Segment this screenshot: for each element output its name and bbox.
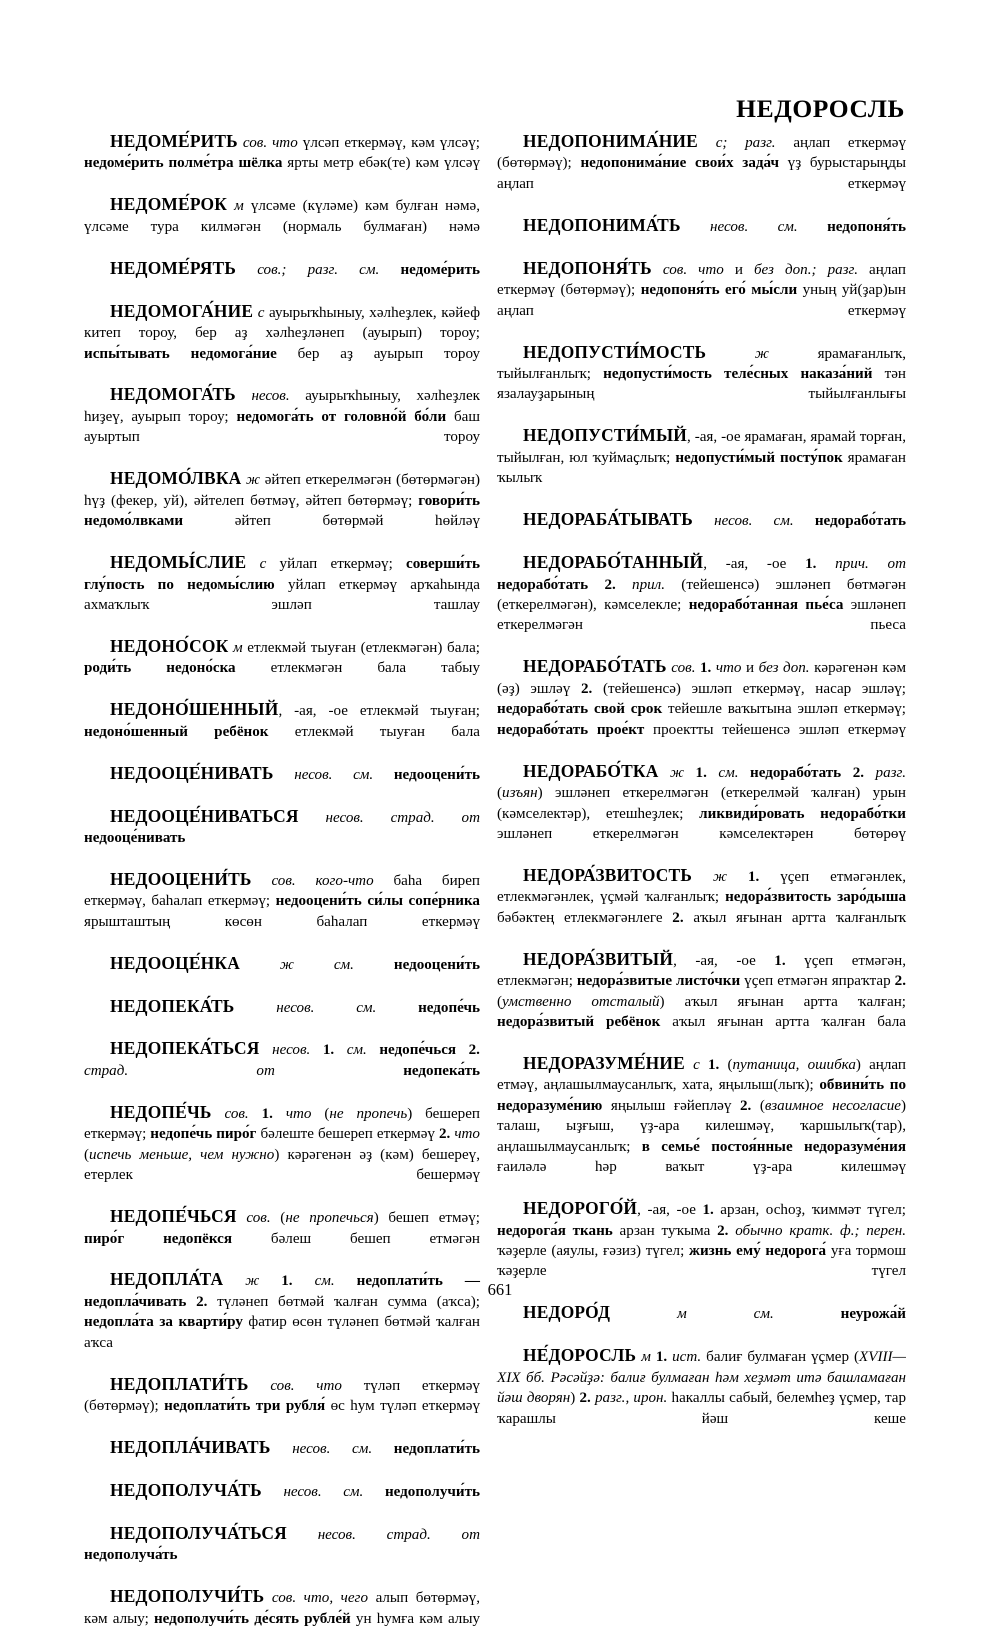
dictionary-entry: НЕДОРА́ЗВИТЫЙ, -ая, -ое 1. үҫеп етмәгән, етлекмәгән; недора́звитые листо́чки үҫеп етмәгән япраҡтар 2. (умственно отсталый) аҡыл яғынан артта ҡалған; недора́звитый ребёнок аҡыл яғынан артта ҡалған бала xyxy=(497,948,906,1031)
dictionary-entry: НЕДОПОЛУЧА́ТЬ несов. см. недополучи́ть xyxy=(110,1480,480,1500)
dictionary-entry: НЕДООЦЕ́НКА ж см. недооцени́ть xyxy=(110,952,480,973)
dictionary-entry: НЕДОМОГА́НИЕ с ауырыҡһыныу, хәлһеҙлек, кәйеф китеп тороу, бер аҙ хәлһеҙләнеп (ауырып) тороу; испы́тывать недомога́ние бер аҙ ауырып тороу xyxy=(84,300,480,362)
left-column xyxy=(84,131,480,1650)
dictionary-entry: НЕДОРО́Д м см. неурожа́й xyxy=(523,1302,906,1323)
dictionary-entry: НЕДОПУСТИ́МЫЙ, -ая, -ое ярамаған, ярамай торған, тыйылған, юл ҡуймаҫлыҡ; недопусти́мый посту́пок ярамаған ҡылыҡ xyxy=(497,425,906,487)
dictionary-entry: НЕДОПЛАТИ́ТЬ сов. что түләп еткермәү (бөтөрмәү); недоплати́ть три рубля́ өс һум түләп еткермәү xyxy=(84,1373,481,1415)
dictionary-entry: НЕДОПЛА́ТА ж 1. см. недоплати́ть — недопла́чивать 2. түләнеп бөтмәй ҡалған сумма (аҡса); недопла́та за кварти́ру фатир өсөн түләнеп бөтмәй ҡалған аҡса xyxy=(84,1269,480,1351)
page-number: 661 xyxy=(487,1280,513,1299)
dictionary-entry: НЕДОМЫ́СЛИЕ с уйлап еткермәү; соверши́ть глу́пость по недомы́слию уйлап еткермәү арҡаһында ахмаҡлыҡ эшләп ташлау xyxy=(84,552,480,613)
dictionary-entry: НЕДОРОГО́Й, -ая, -ое 1. арзан, осһоҙ, ҡиммәт түгел; недорога́я ткань арзан туҡыма 2. обычно кратк. ф.; перен. ҡәҙерле (аяулы, ғәзиз) түгел; жизнь ему́ недорога́ уға тормош ҡәҙерле түгел xyxy=(497,1198,907,1280)
dictionary-entry: НЕДОПОНЯ́ТЬ сов. что и без доп.; разг. аңлап еткермәү (бөтөрмәү); недопоня́ть его́ мы́сли уның уй(ҙар)ын аңлап еткермәү xyxy=(497,257,906,319)
dictionary-entry: НЕДОМЕ́РЯТЬ сов.; разг. см. недоме́рить xyxy=(110,257,480,278)
running-head: НЕДОРОСЛЬ xyxy=(736,94,905,123)
dictionary-entry: НЕДОПЕ́ЧЬСЯ сов. (не пропечься) бешеп етмәү; пиро́г недопёкся бәлеш бешеп етмәгән xyxy=(84,1206,480,1247)
dictionary-entry: НЕДОРАБО́ТАТЬ сов. 1. что и без доп. кәрәгенән кәм (әҙ) эшләү 2. (тейешенсә) эшләп еткермәү, насар эшләү; недорабо́тать свой срок тейешле ваҡытына эшләп еткермәү; недорабо́тать прое́кт проектты тейешенсә эшләп еткермәү xyxy=(497,656,906,738)
dictionary-entry: НЕДОПОНИМА́ТЬ несов. см. недопоня́ть xyxy=(523,214,906,235)
dictionary-entry: НЕДОНО́ШЕННЫЙ, -ая, -ое етлекмәй тыуған; недоно́шенный ребёнок етлекмәй тыуған бала xyxy=(84,699,480,740)
dictionary-entry: НЕДОМОГА́ТЬ несов. ауырыҡһыныу, хәлһеҙлек һиҙеү, ауырып тороу; недомога́ть от головно́й бо́ли баш ауыртып тороу xyxy=(84,384,480,446)
dictionary-entry: НЕДООЦЕ́НИВАТЬСЯ несов. страд. от недооце́нивать xyxy=(84,805,480,846)
dictionary-entry: НЕДОРАБО́ТАННЫЙ, -ая, -ое 1. прич. от недорабо́тать 2. прил. (тейешенсә) эшләнеп бөтмәгән (еткерелмәгән), кәмселекле; недорабо́танная пье́са эшләнеп еткерелмәгән пьеса xyxy=(497,552,906,634)
column-container xyxy=(84,131,906,1650)
dictionary-entry: НЕДОПЕКА́ТЬ несов. см. недопе́чь xyxy=(110,995,480,1016)
dictionary-entry: НЕДОРАЗУМЕ́НИЕ с 1. (путаница, ошибка) аңлап етмәү, аңлашылмаусанлыҡ, хата, яңылыш(лыҡ); обвини́ть по недоразуме́нию яңылыш ғәйепләү 2. (взаимное несогласие) талаш, ыҙғыш, үҙ-ара килешмәү, ҡаршылыҡ(тар), аңлашылмаусанлыҡ; в семье́ постоя́нные недоразуме́ния ғаиләлә һәр ваҡыт үҙ-ара килешмәү xyxy=(497,1052,907,1176)
dictionary-entry: НЕДООЦЕНИ́ТЬ сов. кого-что баһа биреп еткермәү, баһалап еткермәү; недооцени́ть си́лы сопе́рника ярышташтың көсөн баһалап еткермәү xyxy=(84,868,480,930)
dictionary-entry: НЕДОРАБО́ТКА ж 1. см. недорабо́тать 2. разг. (изъян) эшләнеп еткерелмәгән (еткерелмәй ҡалған) урын (кәмселектәр), етешһеҙлек; ликвиди́ровать недорабо́тки эшләнеп еткерелмәгән кәмселектәрен бөтөрөү xyxy=(497,760,906,842)
dictionary-entry: НЕДОПУСТИ́МОСТЬ ж ярамағанлыҡ, тыйылғанлыҡ; недопусти́мость теле́сных наказа́ний тән язалауҙарының тыйылғанлығы xyxy=(497,341,906,403)
dictionary-entry: НЕДОПЕ́ЧЬ сов. 1. что (не пропечь) бешереп еткермәү; недопе́чь пиро́г бәлеште бешереп еткермәү 2. что (испечь меньше, чем нужно) кәрәгенән әҙ (кәм) бешереү, етерлек бешермәү xyxy=(84,1101,480,1184)
dictionary-entry: НЕДОПОЛУЧА́ТЬСЯ несов. страд. от недополуча́ть xyxy=(84,1522,480,1564)
dictionary-entry: НЕДОНО́СОК м етлекмәй тыуған (етлекмәгән) бала; роди́ть недоно́ска етлекмәгән бала табыу xyxy=(84,635,480,677)
dictionary-entry: НЕДОПЛА́ЧИВАТЬ несов. см. недоплати́ть xyxy=(110,1437,480,1458)
dictionary-entry: НЕДОРА́ЗВИТОСТЬ ж 1. үҫеп етмәгәнлек, етлекмәгәнлек, үҫмәй ҡалғанлыҡ; недора́звитость заро́дыша бәбәктең етлекмәгәнлеге 2. аҡыл яғынан артта ҡалғанлыҡ xyxy=(497,864,907,926)
dictionary-entry: НЕДОПЕКА́ТЬСЯ несов. 1. см. недопе́чься 2. страд. от недопека́ть xyxy=(84,1038,480,1079)
dictionary-entry: НЕДОПОЛУЧИ́ТЬ сов. что, чего алып бөтөрмәү, кәм алыу; недополучи́ть де́сять рубле́й ун һумға кәм алыу xyxy=(84,1586,481,1627)
dictionary-entry: НЕДОРАБА́ТЫВАТЬ несов. см. недорабо́тать xyxy=(523,509,906,530)
dictionary-entry: НЕДОМО́ЛВКА ж әйтеп еткерелмәгән (бөтөрмәгән) һүҙ (фекер, уй), әйтелеп бөтмәү, әйтеп бөтөрмәү; говори́ть недомо́лвками әйтеп бөтөрмәй һөйләү xyxy=(84,468,480,530)
dictionary-entry: НЕДОМЕ́РОК м үлсәме (күләме) кәм булған нәмә, үлсәме тура килмәгән (нормаль булмаған) нәмә xyxy=(84,194,480,235)
dictionary-entry: НЕДООЦЕ́НИВАТЬ несов. см. недооцени́ть xyxy=(110,762,480,783)
right-column xyxy=(497,131,906,1650)
dictionary-entry: НЕ́ДОРОСЛЬ м 1. ист. балиғ булмаған үҫмер (XVIII—XIX бб. Рәсәйҙә: балиғ булмаған һәм хеҙмәт итә башламаған йәш дворян) 2. разг., ирон. һакаллы сабый, белемһеҙ үҫмер, тар ҡарашлы йәш кеше xyxy=(497,1345,906,1427)
dictionary-entry: НЕДОМЕ́РИТЬ сов. что үлсәп еткермәү, кәм үлсәү; недоме́рить полме́тра шёлка ярты метр ебәк(те) кәм үлсәү xyxy=(84,131,480,172)
dictionary-entry: НЕДОПОНИМА́НИЕ с; разг. аңлап еткермәү (бөтөрмәү); недопонима́ние свои́х зада́ч үҙ бурыстарыңды аңлап еткермәү xyxy=(497,131,907,192)
